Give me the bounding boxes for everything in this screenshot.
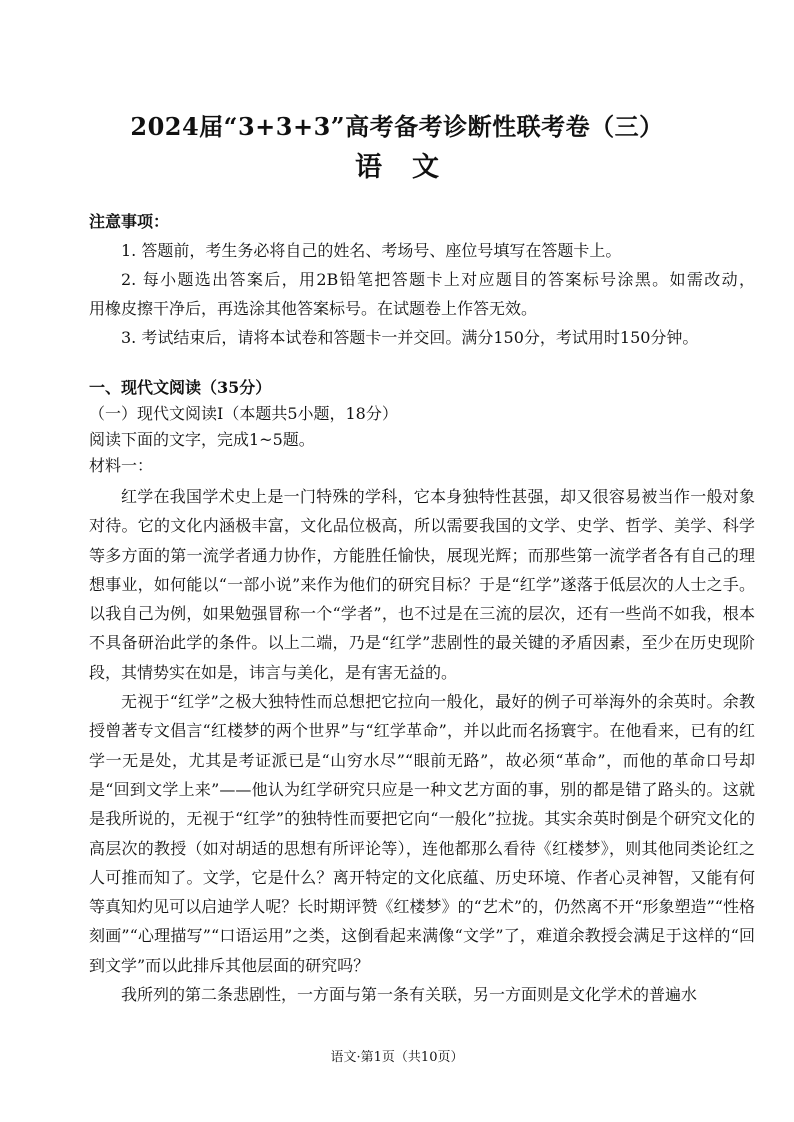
- notice-item: 3. 考试结束后，请将本试卷和答题卡一并交回。满分150分，考试用时150分钟。: [121, 328, 699, 347]
- notice-item: 2. 每小题选出答案后，用2B铅笔把答题卡上对应题目的答案标号涂黑。如需改动，: [121, 270, 755, 289]
- exam-title: 2024届“3+3+3”高考备考诊断性联考卷（三）: [130, 112, 664, 141]
- section-heading: 一、现代文阅读（35分）: [89, 378, 272, 397]
- section-instruction: 阅读下面的文字，完成1~5题。: [89, 430, 315, 449]
- passage-paragraph: 我所列的第二条悲剧性，一方面与第一条有关联，另一方面则是文化学术的普遍水: [121, 985, 698, 1005]
- notice-heading: 注意事项：: [89, 212, 170, 231]
- notice-section: [89, 211, 755, 349]
- passage-paragraph: 无视于“红学”之极大独特性而总想把它拉向一般化，最好的例子可举海外的余英时。余教授曾著专文倡言“红楼梦的两个世界”与“红学革命”，并以此而名扬寰宇。在他看来，已有的红学一无是处，尤其是考证派已是“山穷水尽”“眼前无路”，故必须“革命”，而他的革命口号却是“回到文学上来”——他认为红学研究只应是一种文艺方面的事，别的都是错了路头的。这就是我所说的，无视于“红学”的独特性而要把它向“一般化”拉拢。其实余英时倒是个研究文化的高层次的教授（如对胡适的思想有所评论等），连他都那么看待《红楼梦》，则其他同类论红之人可推而知了。文学，它是什么？离开特定的文化底蕴、历史环境、作者心灵神智，又能有何等真知灼见可以启迪学人呢？长时期评赞《红楼梦》的“艺术”的，仍然离不开“形象塑造”“性格刻画”“心理描写”“口语运用”之类，这倒看起来满像“文学”了，难道余教授会满足于这样的“回到文学”而以此排斥其他层面的研究吗？: [89, 692, 755, 975]
- section-header: [89, 377, 755, 477]
- subject-title: 语文: [355, 152, 469, 183]
- notice-item: 1. 答题前，考生务必将自己的姓名、考场号、座位号填写在答题卡上。: [121, 241, 622, 260]
- material-label: 材料一：: [89, 456, 154, 475]
- page-footer: 语文·第1页（共10页）: [330, 1050, 464, 1065]
- reading-passage: [89, 482, 755, 1009]
- section-subheading: （一）现代文阅读Ⅰ（本题共5小题，18分）: [89, 404, 398, 423]
- notice-item-continued: 用橡皮擦干净后，再选涂其他答案标号。在试题卷上作答无效。: [89, 299, 538, 318]
- passage-paragraph: 红学在我国学术史上是一门特殊的学科，它本身独特性甚强，却又很容易被当作一般对象对待。它的文化内涵极丰富，文化品位极高，所以需要我国的文学、史学、哲学、美学、科学等多方面的第一流学者通力协作，方能胜任愉快，展现光辉；而那些第一流学者各有自己的理想事业，如何能以“一部小说”来作为他们的研究目标？于是“红学”遂落于低层次的人士之手。以我自己为例，如果勉强冒称一个“学者”，也不过是在三流的层次，还有一些尚不如我，根本不具备研治此学的条件。以上二端，乃是“红学”悲剧性的最关键的矛盾因素，至少在历史现阶段，其情势实在如是，讳言与美化，是有害无益的。: [89, 487, 755, 682]
